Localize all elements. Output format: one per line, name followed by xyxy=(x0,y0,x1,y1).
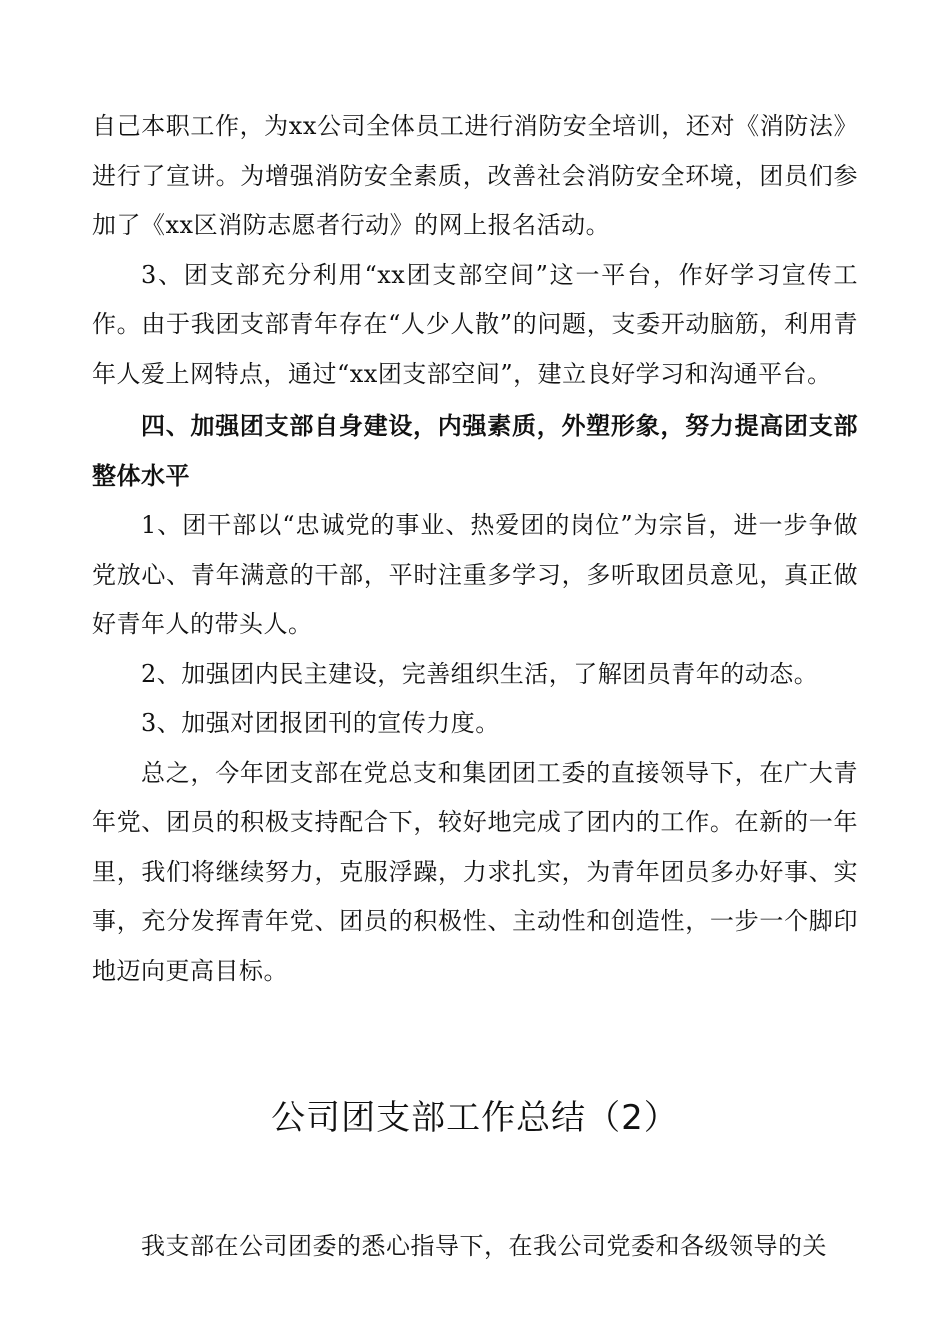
paragraph-intro: 我支部在公司团委的悉心指导下，在我公司党委和各级领导的关 xyxy=(141,1232,827,1260)
paragraph-item-2-democracy: 2、加强团内民主建设，完善组织生活，了解团员青年的动态。 xyxy=(141,659,819,688)
paragraph-continuation: 自己本职工作，为xx公司全体员工进行消防安全培训，还对《消防法》进行了宣讲。为增强消防安全素质，改善社会消防安全环境，团员们参加了《xx区消防志愿者行动》的网上报名活动。 xyxy=(92,112,858,239)
section-heading-4: 四、加强团支部自身建设，内强素质，外塑形象，努力提高团支部整体水平 xyxy=(92,412,858,490)
document-title: 公司团支部工作总结（2） xyxy=(271,1098,679,1138)
paragraph-item-3-publicity: 3、加强对团报团刊的宣传力度。 xyxy=(141,709,500,737)
paragraph-summary: 总之，今年团支部在党总支和集团团工委的直接领导下，在广大青年党、团员的积极支持配合下，较好地完成了团内的工作。在新的一年里，我们将继续努力，克服浮躁，力求扎实，为青年团员多办好事、实事，充分发挥青年党、团员的积极性、主动性和创造性，一步一个脚印地迈向更高目标。 xyxy=(92,758,858,985)
document-body xyxy=(92,102,858,996)
paragraph-item-1-cadre: 1、团干部以“忠诚党的事业、热爱团的岗位”为宗旨，进一步争做党放心、青年满意的干部，平时注重多学习，多听取团员意见，真正做好青年人的带头人。 xyxy=(92,511,858,638)
paragraph-item-3-space: 3、团支部充分利用“xx团支部空间”这一平台，作好学习宣传工作。由于我团支部青年存在“人少人散”的问题，支委开动脑筋，利用青年人爱上网特点，通过“xx团支部空间”，建立良好学习和沟通平台。 xyxy=(92,260,858,388)
